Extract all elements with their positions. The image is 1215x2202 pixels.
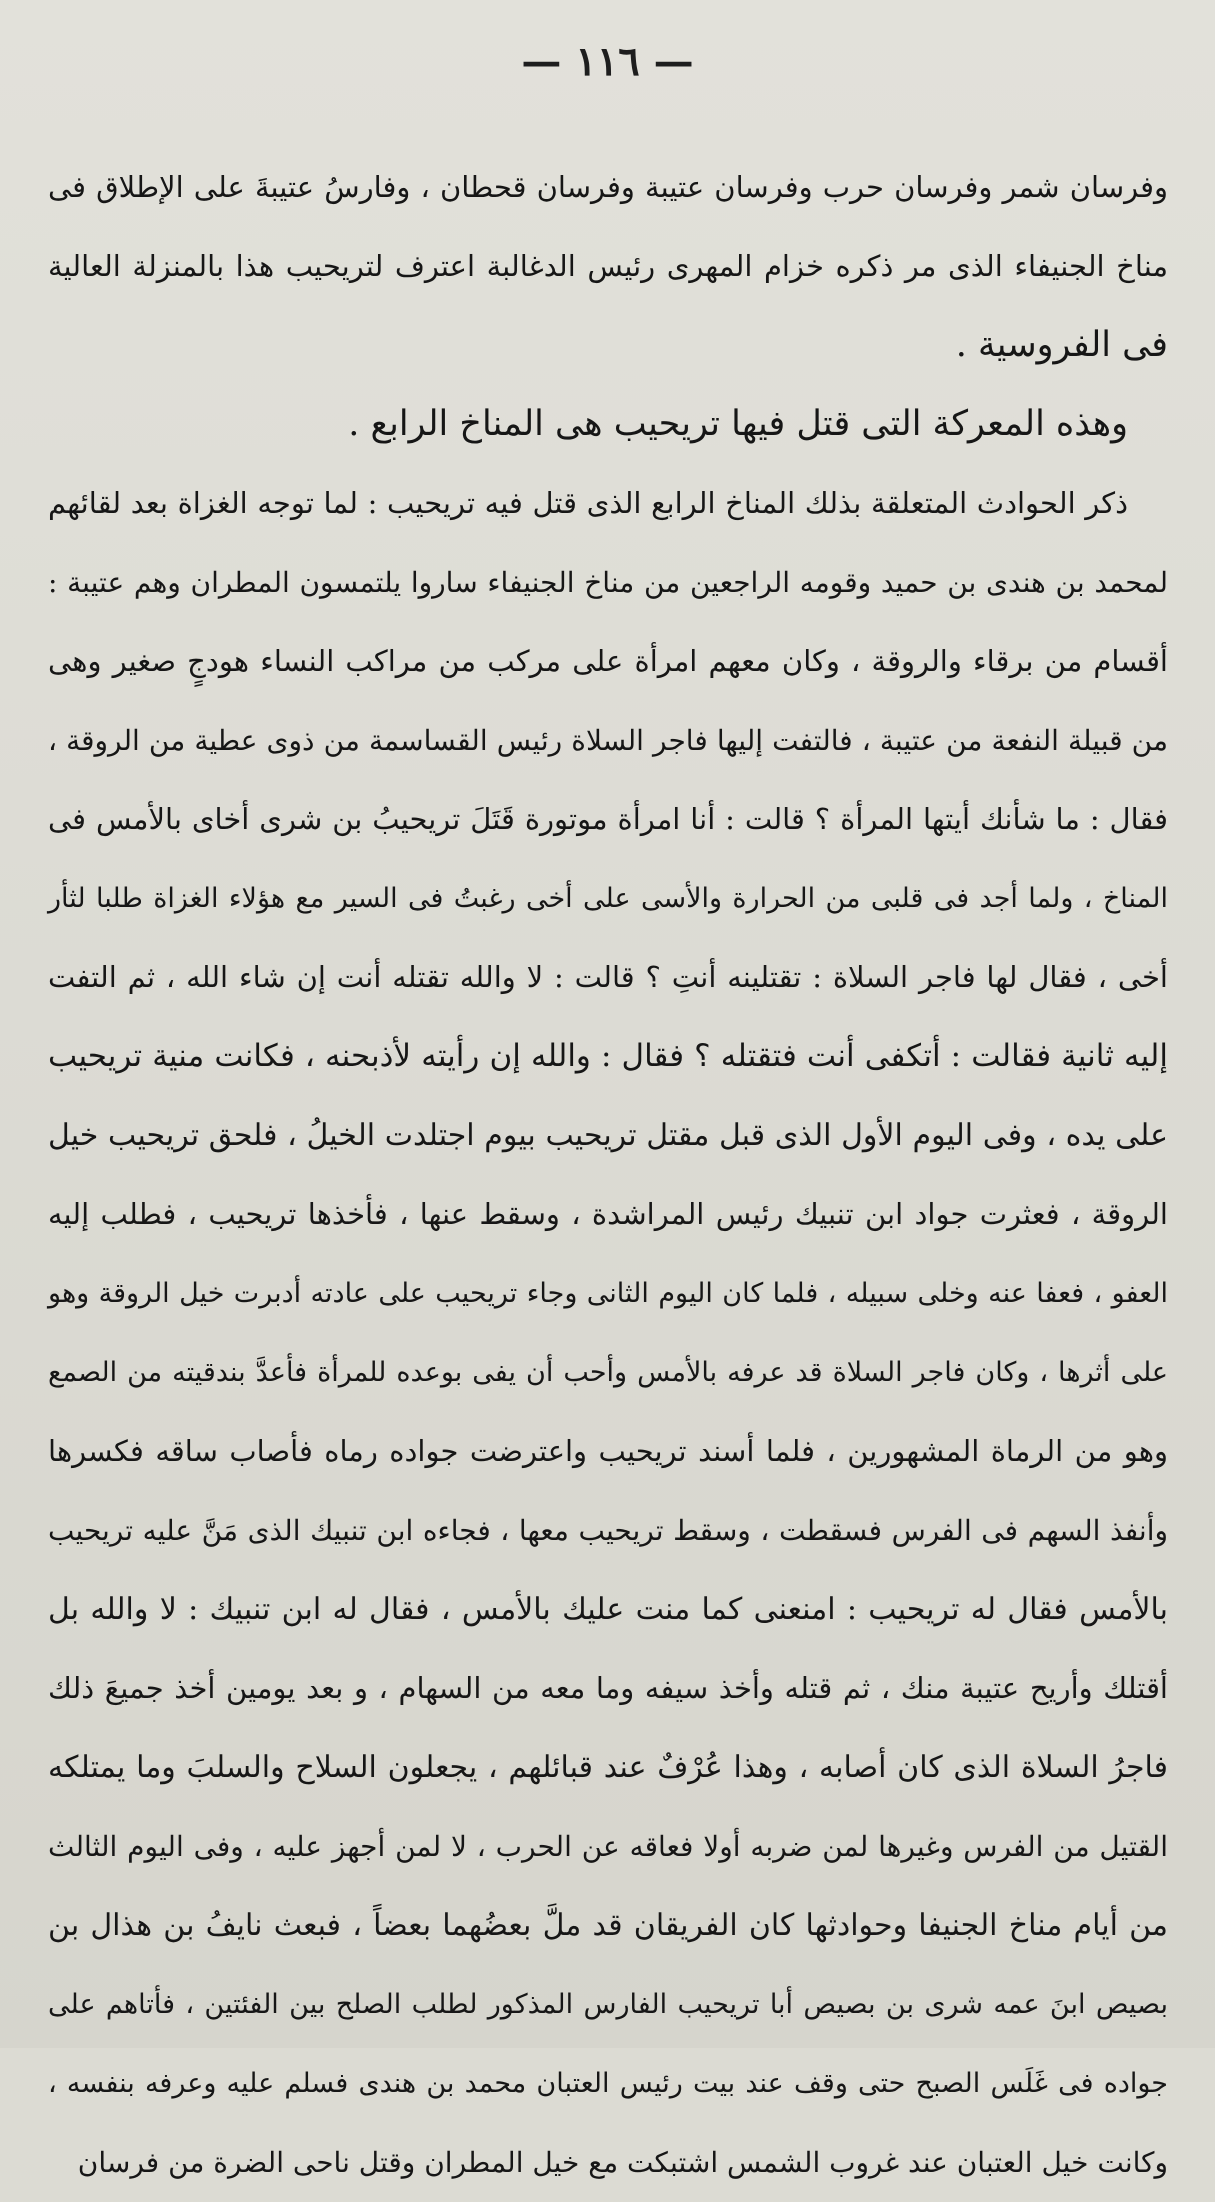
text-line: من أيام مناخ الجنيفا وحوادثها كان الفريقان قد ملَّ بعضُهما بعضاً ، فبعث نايفُ بن هذال بن bbox=[48, 1908, 1168, 1943]
page-body-text bbox=[48, 148, 1168, 2202]
text-line: الروقة ، فعثرت جواد ابن تنبيك رئيس المراشدة ، وسقط عنها ، فأخذها تريحيب ، فطلب إليه bbox=[48, 1197, 1168, 1231]
text-line: فاجرُ السلاة الذى كان أصابه ، وهذا عُرْفٌ عند قبائلهم ، يجعلون السلاح والسلبَ وما يمتلكه bbox=[48, 1750, 1168, 1785]
text-line: وفرسان شمر وفرسان حرب وفرسان عتيبة وفرسان قحطان ، وفارسُ عتيبةَ على الإطلاق فى bbox=[48, 170, 1168, 204]
text-line: بالأمس فقال له تريحيب : امنعنى كما منت عليك بالأمس ، فقال له ابن تنبيك : لا والله بل bbox=[48, 1592, 1168, 1627]
text-line: على يده ، وفى اليوم الأول الذى قبل مقتل تريحيب بيوم اجتلدت الخيلُ ، فلحق تريحيب خيل bbox=[48, 1118, 1168, 1153]
text-line: وكانت خيل العتبان عند غروب الشمس اشتبكت مع خيل المطران وقتل ناحى الضرة من فرسان bbox=[77, 2146, 1168, 2179]
text-line: بصيص ابنَ عمه شرى بن بصيص أبا تريحيب الفارس المذكور لطلب الصلح بين الفئتين ، فأتاهم على bbox=[48, 1989, 1168, 2020]
page-number: — ١١٦ — bbox=[521, 38, 694, 85]
text-line: العفو ، فعفا عنه وخلى سبيله ، فلما كان اليوم الثانى وجاء تريحيب على عادته أدبرت خيل الروقة وهو bbox=[48, 1278, 1168, 1309]
text-line: لمحمد بن هندى بن حميد وقومه الراجعين من مناخ الجنيفاء ساروا يلتمسون المطران وهم عتيبة : bbox=[48, 566, 1169, 599]
text-line: فى الفروسية . bbox=[955, 325, 1168, 365]
text-line: مناخ الجنيفاء الذى مر ذكره خزام المهرى رئيس الدغالبة اعترف لتريحيب هذا بالمنزلة العالية bbox=[48, 249, 1168, 283]
text-line: أقتلك وأريح عتيبة منك ، ثم قتله وأخذ سيفه وما معه من السهام ، و بعد يومين أخذ جميعَ ذلك bbox=[48, 1671, 1168, 1705]
text-line: من قبيلة النفعة من عتيبة ، فالتفت إليها فاجر السلاة رئيس القساسمة من ذوى عطية من الروقة ، bbox=[48, 724, 1168, 757]
text-line: أخى ، فقال لها فاجر السلاة : تقتلينه أنتِ ؟ قالت : لا والله تقتله أنت إن شاء الله ، ثم التفت bbox=[48, 960, 1168, 994]
text-line: ذكر الحوادث المتعلقة بذلك المناخ الرابع الذى قتل فيه تريحيب : لما توجه الغزاة بعد لقائهم bbox=[48, 486, 1128, 520]
text-line: وهذه المعركة التى قتل فيها تريحيب هى المناخ الرابع . bbox=[348, 404, 1128, 444]
text-line: إليه ثانية فقالت : أتكفى أنت فتقتله ؟ فقال : والله إن رأيته لأذبحنه ، فكانت منية تريحيب bbox=[48, 1038, 1168, 1074]
text-line: وهو من الرماة المشهورين ، فلما أسند تريحيب واعترضت جواده رماه فأصاب ساقه فكسرها bbox=[48, 1434, 1168, 1468]
text-line: على أثرها ، وكان فاجر السلاة قد عرفه بالأمس وأحب أن يفى بوعده للمرأة فأعدَّ بندقيته من الصمع bbox=[48, 1357, 1168, 1388]
text-line: القتيل من الفرس وغيرها لمن ضربه أولا فعاقه عن الحرب ، لا لمن أجهز عليه ، وفى اليوم الثالث bbox=[48, 1830, 1168, 1863]
text-line: فقال : ما شأنك أيتها المرأة ؟ قالت : أنا امرأة موتورة قَتَلَ تريحيبُ بن شرى أخاى بالأمس فى bbox=[48, 802, 1168, 836]
text-line: أقسام من برقاء والروقة ، وكان معهم امرأة على مركب من مراكب النساء هودجٍ صغير وهى bbox=[48, 644, 1168, 678]
text-line: وأنفذ السهم فى الفرس فسقطت ، وسقط تريحيب معها ، فجاءه ابن تنبيك الذى مَنَّ عليه تريحيب bbox=[48, 1514, 1168, 1547]
text-line: المناخ ، ولما أجد فى قلبى من الحرارة والأسى على أخى رغبتُ فى السير مع هؤلاء الغزاة طلبا لثأر bbox=[48, 883, 1168, 914]
text-line: جواده فى غَلَس الصبح حتى وقف عند بيت رئيس العتبان محمد بن هندى فسلم عليه وعرفه بنفسه ، bbox=[48, 2068, 1168, 2099]
